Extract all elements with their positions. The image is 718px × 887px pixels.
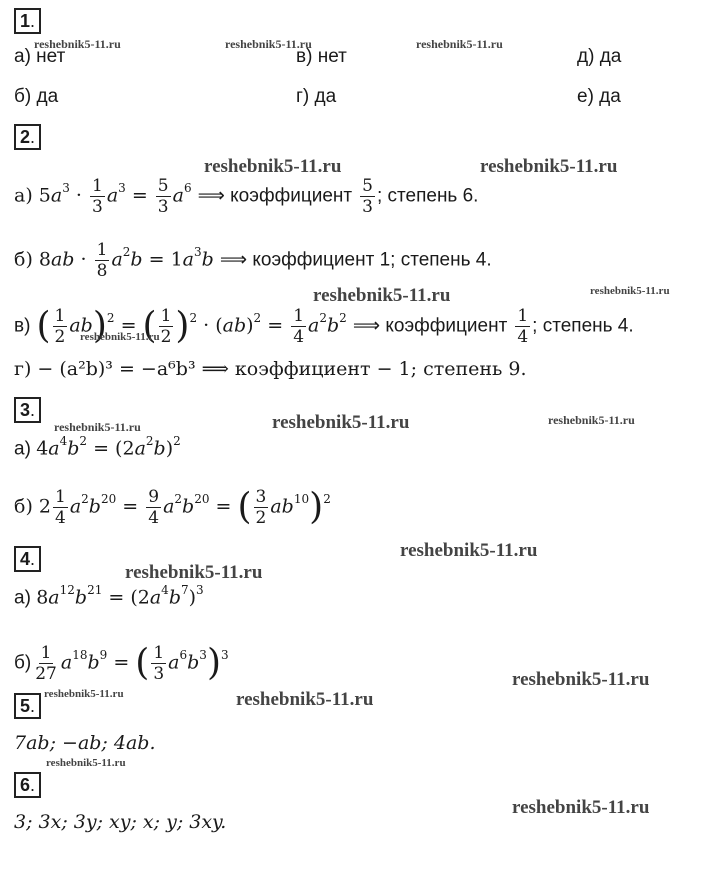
watermark: reshebnik5-11.ru [125, 562, 263, 583]
answer-1v: в) нет [296, 46, 347, 67]
equation-2g: г) − (a²b)³ = −a⁶b³ ⟹ коэффициент − 1; степень 9. [14, 358, 527, 380]
watermark: reshebnik5-11.ru [80, 331, 160, 343]
answer-1d: д) да [577, 46, 622, 67]
equation-2b: б) 8ab · $\frac{1}{8}$ $a^2b = 1a^3b$ ⟹ коэффициент 1; степень 4. [14, 239, 492, 281]
watermark: reshebnik5-11.ru [54, 420, 141, 434]
equation-3b: б) 2 $\frac{1}{4}$ $a^2b^{20}$ = $\frac{9}{4}$ $a^2b^{20}$ = ( $\frac{3}{2}$ $ab^{10})^2$ [14, 486, 331, 528]
section-number-5: 5. [14, 693, 41, 719]
watermark: reshebnik5-11.ru [512, 669, 650, 690]
section-number-6: 6. [14, 772, 41, 798]
watermark: reshebnik5-11.ru [400, 540, 538, 561]
watermark: reshebnik5-11.ru [313, 285, 451, 306]
equation-2v: в) ( $\frac{1}{2}$ ab)$^2$ = ( $\frac{1}{2}$ )$^2$ · (ab)$^2$ = $\frac{1}{4}$ $a^2b^2$ ⟹ коэффициент $\frac{1}{4}$ ; степень 4. [14, 305, 634, 347]
equation-3a: а) $4a^4b^2 = (2a^2b)^2$ [14, 434, 181, 460]
answer-5: 7ab; −ab; 4ab. [14, 732, 156, 754]
watermark: reshebnik5-11.ru [44, 688, 124, 700]
watermark: reshebnik5-11.ru [272, 412, 410, 433]
answer-6: 3; 3x; 3y; xy; x; y; 3xy. [14, 811, 227, 833]
watermark: reshebnik5-11.ru [480, 156, 618, 177]
watermark: reshebnik5-11.ru [46, 757, 126, 769]
equation-4b: б) $\frac{1}{27}$ $a^{18}b^9$ = ( $\frac{1}{3}$ $a^6b^3)^3$ [14, 642, 229, 684]
watermark: reshebnik5-11.ru [34, 37, 121, 51]
watermark: reshebnik5-11.ru [204, 156, 342, 177]
equation-2a: а) $5a^3$ · $\frac{1}{3}$ $a^3$ = $\frac{5}{3}$ $a^6$ ⟹ коэффициент $\frac{5}{3}$ ; степень 6. [14, 175, 479, 217]
watermark: reshebnik5-11.ru [236, 689, 374, 710]
watermark: reshebnik5-11.ru [590, 285, 670, 297]
watermark: reshebnik5-11.ru [512, 797, 650, 818]
section-number-3: 3. [14, 397, 41, 423]
watermark: reshebnik5-11.ru [548, 413, 635, 427]
equation-4a: а) $8a^{12}b^{21} = (2a^4b^7)^3$ [14, 583, 204, 609]
answer-1e: е) да [577, 86, 621, 107]
watermark: reshebnik5-11.ru [225, 37, 312, 51]
section-number-4: 4. [14, 546, 41, 572]
answer-1a: а) нет [14, 46, 66, 67]
section-number-2: 2. [14, 124, 41, 150]
watermark: reshebnik5-11.ru [416, 37, 503, 51]
answer-1b: б) да [14, 86, 59, 107]
section-number-1: 1. [14, 8, 41, 34]
answer-1g: г) да [296, 86, 337, 107]
